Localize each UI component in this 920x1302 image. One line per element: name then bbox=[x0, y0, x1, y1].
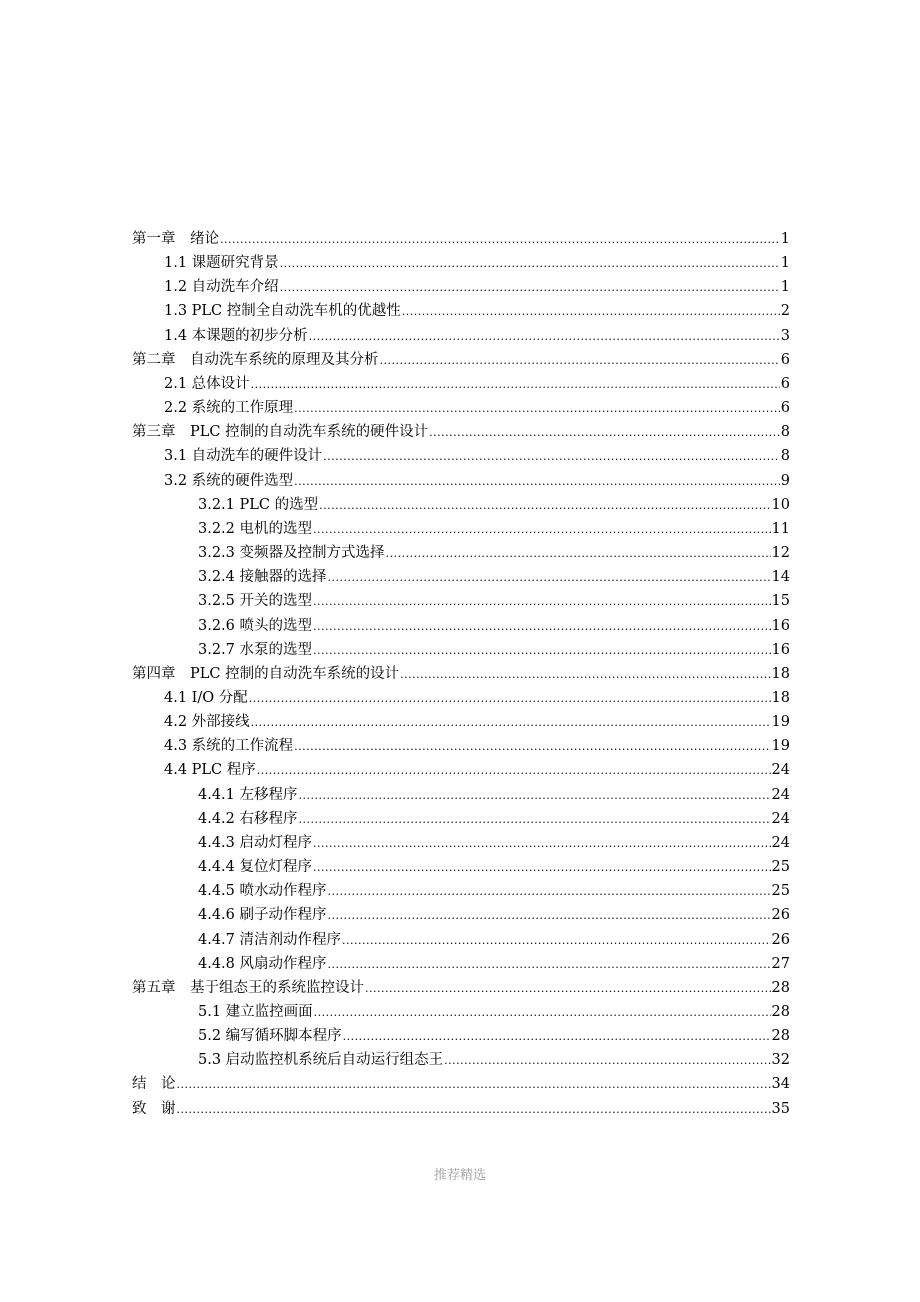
toc-entry-title: 1.1 课题研究背景 bbox=[164, 255, 279, 272]
toc-entry-page-number: 25 bbox=[771, 859, 790, 876]
toc-entry-title: 4.4.7 清洁剂动作程序 bbox=[198, 931, 342, 948]
toc-entry-page-number: 9 bbox=[780, 472, 790, 489]
toc-entry-page-number: 1 bbox=[780, 279, 790, 296]
toc-entry[interactable] bbox=[132, 299, 790, 323]
toc-entry-title: 4.4.4 复位灯程序 bbox=[198, 859, 313, 876]
toc-dot-leader bbox=[319, 494, 770, 518]
toc-dot-leader bbox=[313, 590, 771, 614]
toc-dot-leader bbox=[294, 397, 780, 421]
toc-entry-page-number: 6 bbox=[780, 400, 790, 417]
toc-dot-leader bbox=[294, 470, 780, 494]
toc-entry-title: 5.3 启动监控机系统后自动运行组态王 bbox=[198, 1052, 444, 1069]
toc-entry-page-number: 28 bbox=[771, 1028, 790, 1045]
toc-entry[interactable] bbox=[132, 420, 790, 444]
toc-entry[interactable] bbox=[132, 469, 790, 493]
toc-entry-page-number: 24 bbox=[771, 786, 790, 803]
toc-entry-title: 第三章 PLC 控制的自动洗车系统的硬件设计 bbox=[132, 424, 429, 441]
toc-entry-title: 5.2 编写循环脚本程序 bbox=[198, 1028, 342, 1045]
toc-entry[interactable] bbox=[132, 1000, 790, 1024]
toc-entry-title: 第二章 自动洗车系统的原理及其分析 bbox=[132, 351, 379, 368]
toc-entry[interactable] bbox=[132, 444, 790, 468]
toc-entry[interactable] bbox=[132, 662, 790, 686]
toc-entry-title: 3.2.3 变频器及控制方式选择 bbox=[198, 545, 385, 562]
toc-entry-title: 1.3 PLC 控制全自动洗车机的优越性 bbox=[164, 303, 401, 320]
toc-entry-page-number: 11 bbox=[771, 520, 790, 537]
toc-entry-page-number: 8 bbox=[780, 448, 790, 465]
toc-entry-page-number: 28 bbox=[771, 1004, 790, 1020]
toc-entry-page-number: 19 bbox=[771, 714, 790, 731]
toc-entry-page-number: 32 bbox=[771, 1052, 790, 1069]
toc-entry[interactable] bbox=[132, 758, 790, 782]
toc-entry[interactable] bbox=[132, 251, 790, 275]
toc-entry[interactable] bbox=[132, 275, 790, 299]
toc-entry-page-number: 24 bbox=[771, 810, 790, 827]
toc-entry-title: 1.4 本课题的初步分析 bbox=[164, 327, 308, 344]
toc-entry-page-number: 6 bbox=[780, 351, 790, 368]
toc-dot-leader bbox=[251, 373, 780, 397]
toc-dot-leader bbox=[177, 1073, 771, 1097]
toc-dot-leader bbox=[429, 421, 780, 445]
table-of-contents bbox=[132, 227, 790, 1121]
toc-entry-title: 5.1 建立监控画面 bbox=[198, 1004, 313, 1020]
toc-entry[interactable] bbox=[132, 324, 790, 348]
toc-entry-page-number: 28 bbox=[771, 979, 790, 996]
toc-entry[interactable] bbox=[132, 976, 790, 1000]
toc-entry[interactable] bbox=[132, 638, 790, 662]
toc-entry[interactable] bbox=[132, 1072, 790, 1096]
toc-dot-leader bbox=[309, 325, 780, 349]
toc-entry-page-number: 8 bbox=[780, 424, 790, 441]
toc-entry-title: 3.1 自动洗车的硬件设计 bbox=[164, 448, 323, 465]
toc-entry[interactable] bbox=[132, 710, 790, 734]
toc-entry-page-number: 25 bbox=[771, 883, 790, 900]
toc-entry-page-number: 1 bbox=[780, 231, 790, 247]
toc-entry-title: 3.2.5 开关的选型 bbox=[198, 593, 313, 610]
toc-entry-title: 4.4.5 喷水动作程序 bbox=[198, 883, 327, 900]
toc-entry[interactable] bbox=[132, 614, 790, 638]
toc-entry-page-number: 35 bbox=[771, 1100, 790, 1117]
toc-dot-leader bbox=[386, 542, 771, 566]
toc-entry-title: 1.2 自动洗车介绍 bbox=[164, 279, 279, 296]
toc-dot-leader bbox=[313, 832, 771, 856]
toc-entry-title: 4.4.2 右移程序 bbox=[198, 810, 298, 827]
toc-entry-title: 第四章 PLC 控制的自动洗车系统的设计 bbox=[132, 665, 400, 682]
toc-entry[interactable] bbox=[132, 879, 790, 903]
toc-entry-title: 4.1 I/O 分配 bbox=[164, 689, 248, 706]
toc-entry[interactable] bbox=[132, 565, 790, 589]
toc-dot-leader bbox=[380, 349, 780, 373]
toc-entry[interactable] bbox=[132, 396, 790, 420]
toc-entry-title: 2.2 系统的工作原理 bbox=[164, 400, 294, 417]
toc-entry-title: 致 谢 bbox=[132, 1100, 176, 1117]
toc-dot-leader bbox=[328, 880, 771, 904]
toc-entry[interactable] bbox=[132, 493, 790, 517]
toc-dot-leader bbox=[257, 759, 771, 783]
toc-entry-page-number: 19 bbox=[771, 738, 790, 755]
toc-dot-leader bbox=[177, 1098, 771, 1122]
toc-entry[interactable] bbox=[132, 1097, 790, 1121]
toc-entry-title: 4.2 外部接线 bbox=[164, 714, 250, 731]
toc-dot-leader bbox=[299, 808, 771, 832]
toc-dot-leader bbox=[294, 735, 770, 759]
toc-entry-title: 4.4.6 刷子动作程序 bbox=[198, 907, 327, 924]
toc-dot-leader bbox=[343, 1025, 771, 1049]
toc-entry-page-number: 10 bbox=[771, 496, 790, 513]
toc-entry[interactable] bbox=[132, 348, 790, 372]
toc-entry-page-number: 6 bbox=[780, 375, 790, 392]
toc-dot-leader bbox=[249, 687, 771, 711]
toc-entry-title: 4.3 系统的工作流程 bbox=[164, 738, 294, 755]
toc-dot-leader bbox=[328, 566, 771, 590]
toc-entry-page-number: 24 bbox=[771, 834, 790, 851]
toc-dot-leader bbox=[328, 904, 771, 928]
toc-dot-leader bbox=[251, 711, 771, 735]
toc-dot-leader bbox=[328, 953, 771, 977]
toc-dot-leader bbox=[313, 518, 771, 542]
toc-entry-page-number: 1 bbox=[780, 255, 790, 272]
toc-dot-leader bbox=[280, 276, 780, 300]
toc-entry-page-number: 15 bbox=[771, 593, 790, 610]
toc-entry[interactable] bbox=[132, 686, 790, 710]
toc-entry-title: 3.2.7 水泵的选型 bbox=[198, 641, 313, 658]
toc-entry-page-number: 2 bbox=[780, 303, 790, 320]
toc-entry-title: 第五章 基于组态王的系统监控设计 bbox=[132, 979, 364, 996]
toc-dot-leader bbox=[402, 300, 780, 324]
toc-entry[interactable] bbox=[132, 928, 790, 952]
toc-entry[interactable] bbox=[132, 903, 790, 927]
toc-entry-title: 3.2 系统的硬件选型 bbox=[164, 472, 294, 489]
toc-dot-leader bbox=[220, 228, 780, 252]
toc-entry-title: 4.4.3 启动灯程序 bbox=[198, 834, 313, 851]
toc-entry-page-number: 27 bbox=[771, 955, 790, 972]
toc-entry[interactable] bbox=[132, 372, 790, 396]
toc-entry-title: 3.2.2 电机的选型 bbox=[198, 520, 313, 537]
toc-entry[interactable] bbox=[132, 589, 790, 613]
toc-entry-page-number: 16 bbox=[771, 617, 790, 634]
toc-entry-title: 第一章 绪论 bbox=[132, 231, 219, 247]
toc-dot-leader bbox=[400, 663, 770, 687]
toc-dot-leader bbox=[313, 615, 771, 639]
toc-dot-leader bbox=[313, 856, 771, 880]
toc-dot-leader bbox=[299, 784, 771, 808]
toc-entry-page-number: 18 bbox=[771, 665, 790, 682]
toc-entry-title: 4.4 PLC 程序 bbox=[164, 762, 256, 779]
toc-entry-page-number: 16 bbox=[771, 641, 790, 658]
toc-entry[interactable] bbox=[132, 807, 790, 831]
toc-entry-page-number: 3 bbox=[780, 327, 790, 344]
toc-entry-title: 结 论 bbox=[132, 1076, 176, 1093]
toc-entry-title: 4.4.8 风扇动作程序 bbox=[198, 955, 327, 972]
toc-dot-leader bbox=[342, 929, 771, 953]
toc-entry[interactable] bbox=[132, 1048, 790, 1072]
toc-entry[interactable] bbox=[132, 734, 790, 758]
toc-entry-page-number: 34 bbox=[771, 1076, 790, 1093]
toc-entry[interactable] bbox=[132, 831, 790, 855]
toc-entry[interactable] bbox=[132, 1024, 790, 1048]
toc-entry-page-number: 18 bbox=[771, 689, 790, 706]
toc-entry[interactable] bbox=[132, 517, 790, 541]
toc-dot-leader bbox=[365, 977, 771, 1001]
toc-entry-title: 2.1 总体设计 bbox=[164, 375, 250, 392]
toc-entry-title: 4.4.1 左移程序 bbox=[198, 786, 298, 803]
toc-dot-leader bbox=[323, 445, 780, 469]
toc-entry[interactable] bbox=[132, 541, 790, 565]
toc-entry[interactable] bbox=[132, 855, 790, 879]
toc-entry-page-number: 26 bbox=[771, 907, 790, 924]
toc-dot-leader bbox=[314, 1001, 771, 1025]
toc-entry-page-number: 12 bbox=[771, 545, 790, 562]
toc-entry-title: 3.2.1 PLC 的选型 bbox=[198, 496, 319, 513]
toc-entry-title: 3.2.6 喷头的选型 bbox=[198, 617, 313, 634]
toc-entry-page-number: 24 bbox=[771, 762, 790, 779]
toc-dot-leader bbox=[280, 252, 780, 276]
toc-entry[interactable] bbox=[132, 783, 790, 807]
toc-entry[interactable] bbox=[132, 952, 790, 976]
toc-entry[interactable] bbox=[132, 227, 790, 251]
toc-dot-leader bbox=[444, 1049, 770, 1073]
toc-entry-page-number: 26 bbox=[771, 931, 790, 948]
page-footer: 推荐精选 bbox=[433, 1168, 486, 1183]
toc-entry-title: 3.2.4 接触器的选择 bbox=[198, 569, 327, 586]
toc-dot-leader bbox=[313, 639, 771, 663]
toc-entry-page-number: 14 bbox=[771, 569, 790, 586]
